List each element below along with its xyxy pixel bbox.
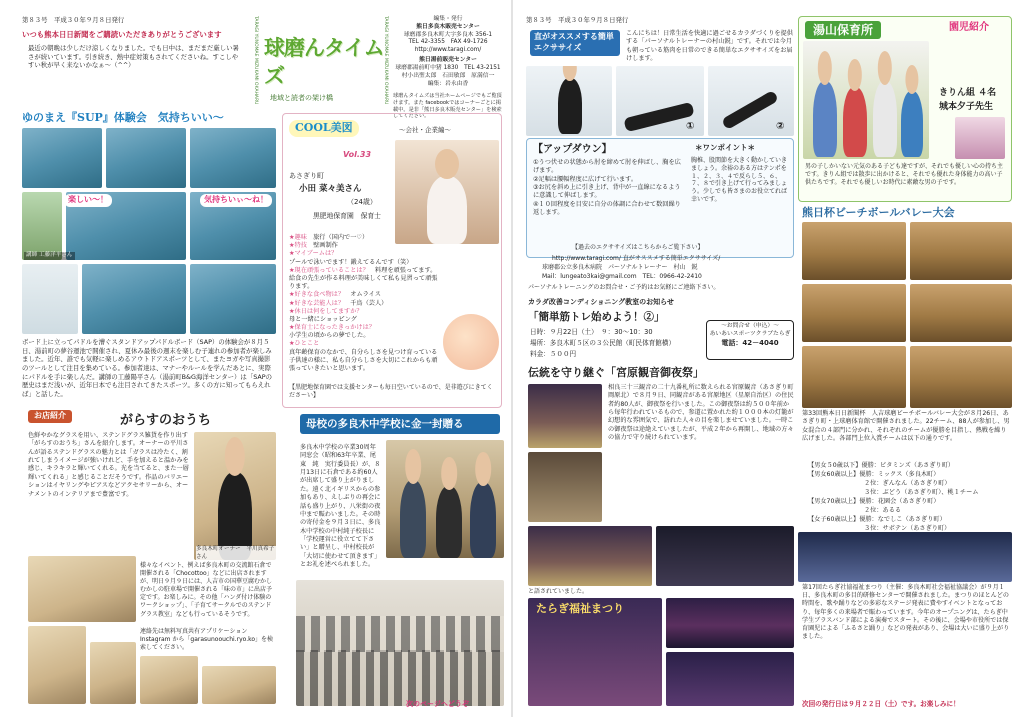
class-title: 「簡単筋トレ始めよう！②」: [528, 311, 665, 323]
exercise-label: 直がオススメする簡単エクササイズ: [530, 30, 620, 56]
sup-bubble-fun: 楽しい～！: [64, 194, 112, 207]
beach-results: [808, 462, 1012, 534]
publisher-editor: 編集：岩永由香: [427, 80, 469, 87]
exercise-link-label: 【過去のエクササイズはこちらからご覧下さい】: [572, 244, 704, 251]
masthead-title: 球磨んタイムズ: [264, 35, 384, 89]
sup-photo: [22, 192, 62, 260]
class-contact-box: [706, 320, 794, 360]
sup-title: ゆのまえ『SUP』体験会 気持ちいい～: [22, 111, 224, 124]
qa-question: ★休日は何をしてますか？: [289, 307, 363, 315]
exercise-step: ④１０回程度を目安に自分の体調に合わせて数回繰り返します。: [533, 200, 681, 217]
result-row: [808, 480, 1012, 489]
exercise-photo: [526, 66, 612, 136]
shop-product-photo: [28, 626, 86, 704]
publisher-label: 編集・発行: [433, 16, 463, 22]
yunoyama-teacher-photo: [955, 117, 1005, 159]
class-contact-name: あいあいスポーツクラブたらぎ: [709, 330, 791, 337]
result-row: [808, 471, 1012, 480]
result-row: [808, 489, 1012, 498]
right-page: [512, 0, 1024, 717]
sup-photo-grid: [22, 128, 276, 334]
website-note: 球磨んタイムズは当社ホームページでもご覧頂けます。また facebookではコーナーごとに掲載中。是非「熊日多良木販売センター」を検索してください。: [393, 93, 502, 120]
beach-photo: [910, 222, 1012, 280]
qa-item: [289, 234, 439, 242]
result-place: ２位：ぎんなん（あさぎり町）: [864, 479, 951, 487]
festival-body: 第17回たらぎ社協福祉まつり（主催：多良木町社会福祉協議会）が９月１日、多良木町の多目的研修センターで開催されました。まつりのほとんどの時間を、歌や踊りなどの多彩なステージ発表に費やすイベントとなっており、毎年多くの来場者で賑わっています。今年のオープニングは、たらぎ中学生ブラスバンド部による演奏でスタート。その後に、会場や市役所では保育園児による「ふるさと踊り」などの発表があり、会場は大いに盛り上がりました。: [802, 584, 1010, 641]
result-place: ３位：ぶどう（あさぎり町）、桃１チーム: [864, 488, 979, 496]
sup-body: ボード上に立ってパドルを漕ぐスタンドアップパドルボード（SAP）の体験会が８月５日、湯前町の夢谷運池で開催され、夏休み最後の週末を楽しむ子連れの参加者が楽しみました。近年、誰でも気軽に楽しめるアウトドアスポーツとして、またヨガや写真撮影のツールとして注目を集めている。参加者達は、マナーやルールを学んだあとに、実際にパドルを手に楽しんだ。講師の工藤陽平さん（湯前町B&G海洋センター）は「SAPの歴史はまだ浅いが、近年日本でも注目されてきたスポーツ。多くの方に知ってもらえれば」と話した。: [22, 338, 273, 398]
masthead-subtitle: 地域と読者の架け橋: [270, 94, 333, 102]
beach-photo: [802, 222, 906, 280]
result-division: 【女子60歳以上】: [808, 515, 860, 523]
school-photo: [386, 440, 504, 558]
exercise-step: ③お尻を斜め上に引き上げ、背中が一直線になるように意識して伸ばします。: [533, 184, 681, 200]
school-title: 母校の多良木中学校に金一封贈る: [300, 414, 500, 434]
result-division: 【男女70歳以上】: [808, 497, 860, 505]
qa-question: ★好きな食べ物は？: [289, 291, 345, 299]
qa-answer: 真年齢保育のなかで、自分らしさを見つけ育っている子供達の様に、私も自分らしさを大切にこれからも頑張っていきたいと思います。: [289, 348, 438, 372]
sup-photo: [106, 128, 186, 188]
qa-answer: オムライス: [350, 291, 381, 299]
yunoyama-group: きりん組 ４名: [939, 88, 997, 98]
exercise-box: [526, 138, 794, 258]
exercise-step2-number: ②: [776, 121, 785, 132]
cool-box: [282, 113, 502, 408]
qa-item: [289, 267, 439, 292]
publisher-name: 熊日多良木販売センター: [416, 23, 480, 30]
publisher-name2: 熊日湯前販売センター: [419, 57, 477, 64]
qa-item: [289, 308, 439, 324]
school-group-photo: [296, 580, 504, 706]
qa-question: ★好きな芸能人は？: [289, 299, 345, 307]
qa-answer: プールで泳いでます！鍛えてるんです（笑）: [289, 258, 413, 266]
exercise-studio: 球磨郡公立多良木病院 パーソナルトレーナー 村山 鋭: [542, 264, 698, 271]
cool-name: 小田 菜々美さん: [299, 184, 362, 194]
cool-age: （24歳）: [347, 198, 377, 206]
sup-photo: [190, 264, 276, 334]
yunoyama-photo: [803, 41, 929, 159]
publisher-staff: 村小出聖太郎 石田敏郎 原満信一: [401, 72, 495, 79]
result-place: 優勝：なでしこ（あさぎり町）: [859, 515, 946, 523]
cool-vol: Vol.33: [343, 150, 372, 159]
shop-label: お店紹介: [28, 410, 72, 423]
result-division: 【男女５0歳以下】: [808, 462, 862, 469]
beach-body: 第33回熊本日日新聞杯 人吉球磨ビーチボールバレー大会が８月26日、あさぎり町・上球磨体育館で開催されました。22チーム、88人が参加し、男女混合の４部門に分かれ、それぞれのチームが優勝を目指し、熱戦を繰り広げました。各部門上位入賞チームは以下の通りです。: [802, 410, 1010, 443]
masthead-vertical-right: TARAGI YUNOMAE MIZUKAMI OKAHARU: [383, 16, 388, 105]
publisher-tel: TEL 42-3355 FAX 49-1726: [408, 39, 488, 46]
tradition-photo: [528, 452, 602, 522]
qa-item: [289, 324, 439, 340]
greeting-box: [22, 30, 244, 96]
beach-photo: [802, 284, 906, 342]
yunoyama-caption: 男の子しかいない元気のある子ども達ですが、それでも優しい心の持ち主です。きりん組では散歩に出かけると、それでも優れた身体能力の高い子供たちです。それでも優しいお時代に素敵な男の子です。: [805, 163, 1004, 186]
shop-product-photo: [140, 656, 198, 704]
festival-photo-banner: [528, 598, 662, 706]
sup-photo: [190, 128, 276, 188]
yunoyama-teacher: 城本夕子先生: [939, 102, 994, 112]
sup-bubble-nice: 気持ちいぃ～ね！: [200, 194, 272, 207]
qa-question: ★現在頑張っていることは？: [289, 266, 369, 274]
beach-photo: [910, 284, 1012, 342]
exercise-step1-number: ①: [686, 121, 695, 132]
qa-answer: 千鳥（芸人）: [350, 299, 388, 307]
shop-owner-photo: [194, 432, 276, 560]
cool-footer: 【黒肥地保育園では支援センターも毎日空いているので、是非遊びにきてくださーい】: [289, 384, 493, 400]
masthead: [250, 16, 390, 110]
result-row: [808, 462, 1012, 471]
greeting-body: 最近の朝晩は少しだけ涼しくなりました。でも日中は、まだまだ厳しい暑さが続いています。引き続き、熱中症対策もされてくださいね。すこしやすい秋が早く来ないかなぁ～（^^）: [28, 43, 239, 70]
beach-photo-grid: [802, 222, 1012, 408]
cool-town: あさぎり町: [289, 172, 324, 180]
issue-line: 第８３号 平成３０年９月８日発行: [22, 16, 125, 24]
result-row: [808, 516, 1012, 525]
result-place: 優勝：ミックス（多良木町）: [859, 470, 940, 478]
shop-body2: 様々なイベント、例えば多良木町の交流館石倉で開催される「Chocottoo」などに出店されますが、明日９月９日には、人吉市の国華豆腐むかしむかしの駐車場で開催される「味の市」に出店予定です。お楽しみに。その他「ハンダ付け体験のワークショップ」、「子育てサークルでのステンドグラス教室」なども行っているそうです。: [140, 562, 273, 618]
issue-line-right: 第８３号 平成３０年９月８日発行: [526, 16, 629, 24]
result-place: 優勝：ビタミンズ（あさぎり町）: [861, 462, 955, 469]
yunoyama-title: 湯山保育所: [805, 21, 881, 39]
tradition-note: と語されていました。: [528, 588, 589, 595]
exercise-mail: Mail：lungeato3kai@gmail.com TEL：0966-42-2410: [542, 273, 702, 280]
shop-product-photo: [90, 642, 136, 704]
result-place: ３位：サボテン（あさぎり町）: [864, 524, 951, 532]
cool-illustration: [443, 314, 499, 370]
qa-question: ★ひとこと: [289, 340, 320, 348]
result-row: [808, 507, 1012, 516]
shop-body: 色鮮やかなグラスを用い、ステンドグラス雑貨を作り出す「がらすのおうち」さんを紹介します。オーナーの平川さんが語るステンドグラスの魅力とは「ガラスは冷たく、割れてしまうイメージが強いけれど、手を加えると温かみを感じ、キラキラと輝いてくれる。光を当てると、また一層輝いてくれる」と感じることだそうです。作品のバリエーションはイヤリングやピアスなどアクセサリーから、オーナメントのインテリアまで豊富です。: [28, 432, 189, 498]
cool-workplace: 黒肥地保育園 保育士: [313, 212, 381, 220]
yunoyama-box: [798, 16, 1012, 202]
class-contact-label: ～お問合せ（申込）～: [721, 323, 779, 329]
class-label: カラダ改善コンディショニング教室のお知らせ: [528, 298, 674, 306]
exercise-steps: [533, 159, 683, 218]
qa-question: ★特技: [289, 242, 307, 250]
tradition-photo: [656, 526, 794, 586]
class-fee: 料金：５００円: [530, 350, 577, 358]
qa-answer: 母と一緒にショッピング: [289, 315, 357, 323]
result-row: [808, 498, 1012, 507]
qa-answer: 旅行（国内で一♡）: [313, 234, 369, 241]
result-place: 優勝：花園会（あさぎり町）: [859, 497, 940, 505]
exercise-consult: パーソナルトレーニングのお問合せ・ご予約はお気軽にご連絡下さい。: [528, 284, 720, 291]
sup-instructor-caption: 講師 工藤洋平さん: [26, 252, 73, 258]
result-place: ２位：あるる: [864, 506, 902, 514]
qa-item: [289, 300, 439, 308]
exercise-step: ①うつ伏せの状態から肘を締めて肘を伸ばし、胸を広げます。: [533, 159, 681, 175]
next-issue-notice: 次回の発行日は９月２２日（土）です。お楽しみに！: [802, 700, 960, 708]
tradition-body: 相良三十三観音の二十九番札所に数えられる宮原観音（あさぎり町岡原北）で８月９日、同観音がある宮原地区（星原自治区）の住民者約80人が、御夜祭を行いました。この御夜祭は約５００年前から毎年行われているもので、参道に置かれた約１０００本の灯籠が幻想的な雰囲気で、訪れた人々の目を楽しませていました。一時この御夜祭は途絶えていましたが、平成２年から再開し、地域の方々の協力で守り続けられています。: [608, 384, 794, 442]
exercise-intro: こんにちは！日常生活を快適に過ごせるカラダづくりを提供する「パーソナルトレーナーの村山鋭」です。それでは今月も朝っている筋肉を日常のできる簡単なエクササイズをお届けします。: [626, 30, 793, 63]
cool-portrait: [395, 140, 499, 244]
next-page-link[interactable]: 次のページへどうぞ: [406, 700, 469, 708]
tradition-photo: [528, 526, 652, 586]
tradition-photo: [528, 384, 602, 448]
exercise-point-title: ＊ワンポイント＊: [695, 143, 755, 152]
greeting-title: いつも熊本日日新聞をご購読いただきありがとうございます: [22, 30, 222, 39]
beach-title: 熊日杯ビーチボールバレー大会: [802, 206, 955, 219]
class-place: 場所：多良木町５区の３公民館（町民体育館横）: [530, 339, 676, 347]
festival-banner-text: たらぎ福祉まつり: [536, 602, 624, 615]
exercise-link-url[interactable]: http://www.taragi.com/ 直がオススメする簡単エクササイズ/: [552, 255, 721, 262]
masthead-vertical-left: TARAGI YUNOMAE MIZUKAMI OKAHARU: [253, 16, 258, 105]
shop-product-photo: [202, 666, 276, 704]
sup-photo: [22, 264, 78, 334]
cool-category: ～会社・企業編～: [399, 126, 451, 134]
qa-answer: 料理を頑張ってます。給食の先生が作る料理が美味しくて私も見習って頑張ります。: [289, 266, 438, 291]
qa-answer: 壁画制作: [313, 242, 338, 250]
festival-photo: [666, 598, 794, 648]
class-contact-tel: 電話：42－4040: [721, 338, 779, 347]
qa-question: ★趣味: [289, 234, 307, 241]
tradition-title: 伝統を守り継ぐ「宮原観音御夜祭」: [528, 366, 704, 379]
sup-photo: [22, 128, 102, 188]
cool-title: COOL美図: [289, 120, 359, 137]
festival-photo: [666, 652, 794, 706]
qa-question: ★マイブームは？: [289, 250, 338, 258]
exercise-name: 【アップダウン】: [533, 144, 612, 155]
shop-contact: 連絡先は無料写真共有アプリケーション Instagram から「garasunoouchi.ryo.ko」を検索してください。: [140, 628, 274, 652]
qa-item: [289, 291, 439, 299]
shop-owner-caption: 多良木町オーナー 平川真希子さん: [196, 546, 275, 560]
publisher-address2: 球磨郡湯前町中猪 1830 TEL 43-2151: [395, 64, 501, 71]
qa-item: [289, 340, 439, 373]
shop-product-photo: [28, 556, 136, 622]
beach-photo: [910, 346, 1012, 408]
class-date: 日時：９月22日（土） ９：30～10：30: [530, 328, 653, 336]
school-body: 多良木中学校の卒業30周年同窓会（昭和63年卒業、尾東 純 実行委員長）が、８月13日に石倉である約60人が出席して盛り上がりました。遠く北イギリスからの参加もあり、えしぶりの再会に話も盛り上がり、八栄街の夜中まで賑わいました。その時の寄付金を９月３日に、多良木中学校の中村純子校長に「学校運営に役立てて下さい」と贈呈し、中村校長が「大切に使わせて頂きます」とお礼を述べられました。: [300, 444, 381, 569]
result-division: 【男女60歳以上】: [808, 470, 860, 478]
sup-photo: [82, 264, 186, 334]
publisher-url[interactable]: http://www.taragi.com/: [414, 47, 482, 54]
qa-question: ★保育士になったきっかけは？: [289, 324, 375, 332]
publisher-address: 球磨郡多良木町大字多良木 356-1: [403, 31, 493, 38]
cool-qa-list: [289, 234, 439, 373]
qa-item: [289, 250, 439, 266]
exercise-step: ②足幅は腰幅程度に広げて行います。: [533, 175, 638, 183]
publisher-box: [393, 16, 503, 88]
beach-photo: [802, 346, 906, 408]
exercise-point-body: 胸椎、股関節を大きく動かしていきましょう。余裕のある方はテンポを１、２、３、４で反らし５、６、７、８で引き上げて行ってみましょう。少しでも皆さまのお役立てれば幸いです。: [691, 157, 788, 203]
yunoyama-label: 園児紹介: [949, 22, 989, 33]
festival-photo: [798, 532, 1012, 582]
qa-answer: 小学生の頃からの夢でした。: [289, 332, 370, 340]
shop-name: がらすのおうち: [120, 413, 212, 428]
